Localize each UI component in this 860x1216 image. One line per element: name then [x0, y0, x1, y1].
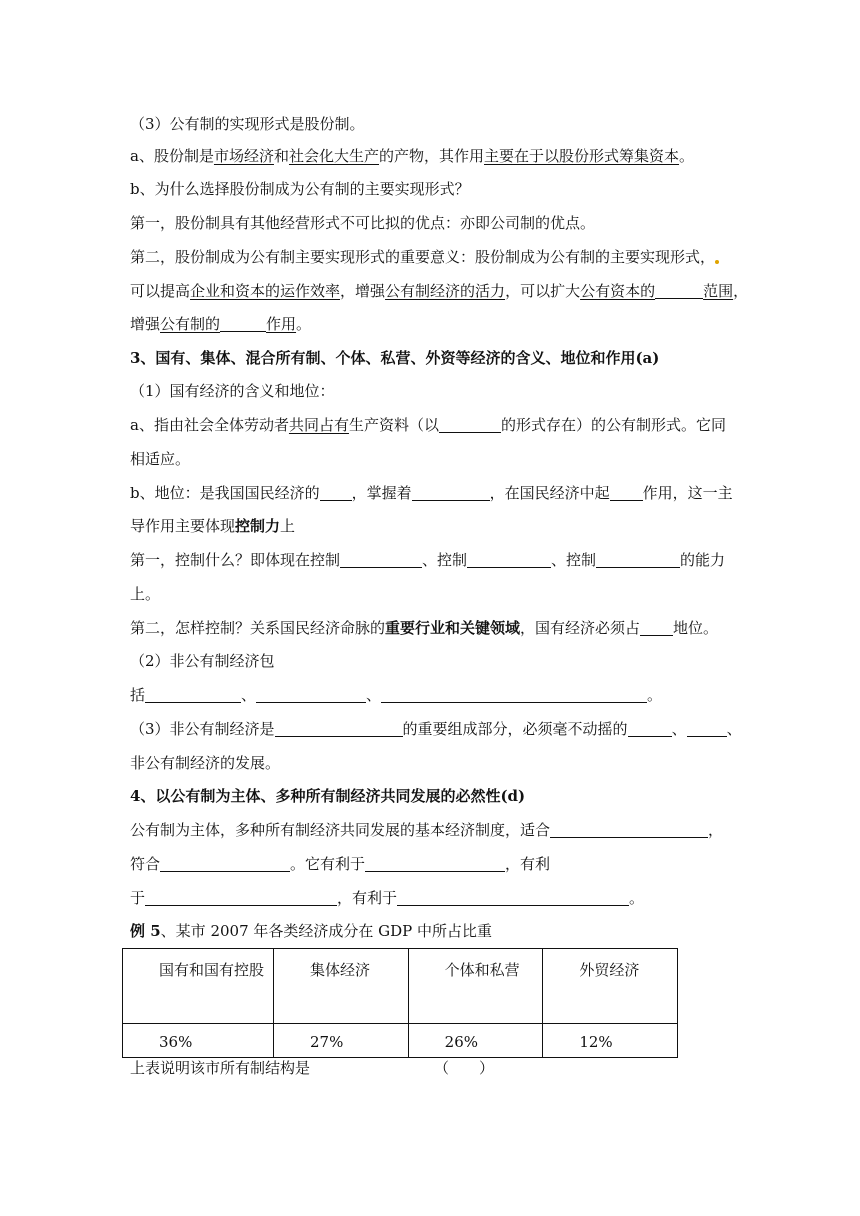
text-line: 于 ，有利于 。: [130, 889, 645, 907]
section-heading: 3、国有、集体、混合所有制、个体、私营、外资等经济的含义、地位和作用(a): [130, 349, 660, 367]
table-header-cell: 集体经济: [274, 949, 409, 1024]
table-cell: 12%: [543, 1024, 678, 1058]
text-line: 符合 。它有利于 ，有利: [130, 855, 551, 873]
text-line: b、为什么选择股份制成为公有制的主要实现形式？: [130, 180, 470, 198]
example-title: 例 5、某市 2007 年各类经济成分在 GDP 中所占比重: [130, 922, 493, 940]
text-line: 括 、 、 。: [130, 686, 663, 704]
section-heading: 4、以公有制为主体、多种所有制经济共同发展的必然性(d): [130, 787, 526, 805]
text-line: b、地位：是我国国民经济的 ，掌握着 ，在国民经济中起 作用，这一主: [130, 484, 733, 502]
text-line: 公有制为主体，多种所有制经济共同发展的基本经济制度，适合 ，: [130, 821, 724, 839]
table-header-cell: 个体和私营: [408, 949, 543, 1024]
table-cell: 26%: [408, 1024, 543, 1058]
text-line: 上。: [130, 585, 161, 603]
text-line: 可以提高企业和资本的运作效率，增强公有制经济的活力，可以扩大公有资本的 范围，: [130, 282, 749, 300]
text-line: （1）国有经济的含义和地位：: [130, 382, 335, 400]
text-line: （3）公有制的实现形式是股份制。: [130, 115, 365, 133]
table-cell: 36%: [123, 1024, 274, 1058]
text-line: 第一，控制什么？即体现在控制 、控制 、控制 的能力: [130, 551, 726, 569]
text-line: （2）非公有制经济包: [130, 652, 275, 670]
text-line: a、指由社会全体劳动者共同占有生产资料（以 的形式存在）的公有制形式。它同: [130, 416, 726, 434]
table-header-cell: 国有和国有控股: [123, 949, 274, 1024]
table-row: [123, 1024, 678, 1058]
table-header-row: [123, 949, 678, 1024]
text-line: 第二，怎样控制？关系国民经济命脉的重要行业和关键领域，国有经济必须占 地位。: [130, 619, 719, 637]
text-line: 导作用主要体现控制力上: [130, 517, 296, 535]
table-header-cell: 外贸经济: [543, 949, 678, 1024]
text-line: 第一，股份制具有其他经营形式不可比拟的优点：亦即公司制的优点。: [130, 214, 596, 232]
question-line: 上表说明该市所有制结构是 （ ）: [130, 1059, 495, 1077]
text-line: 第二，股份制成为公有制主要实现形式的重要意义：股份制成为公有制的主要实现形式，: [130, 247, 719, 267]
gdp-share-table: [122, 948, 678, 1058]
text-line: 增强公有制的 作用。: [130, 315, 312, 333]
text-line: 非公有制经济的发展。: [130, 754, 281, 772]
marker-dot: [715, 260, 719, 264]
text-line: a、股份制是市场经济和社会化大生产的产物，其作用主要在于以股份形式筹集资本。: [130, 147, 695, 165]
answer-paren: （ ）: [434, 1059, 495, 1077]
table-cell: 27%: [274, 1024, 409, 1058]
text-line: 相适应。: [130, 450, 191, 468]
text-line: （3）非公有制经济是 的重要组成部分，必须毫不动摇的 、 、: [130, 720, 742, 738]
